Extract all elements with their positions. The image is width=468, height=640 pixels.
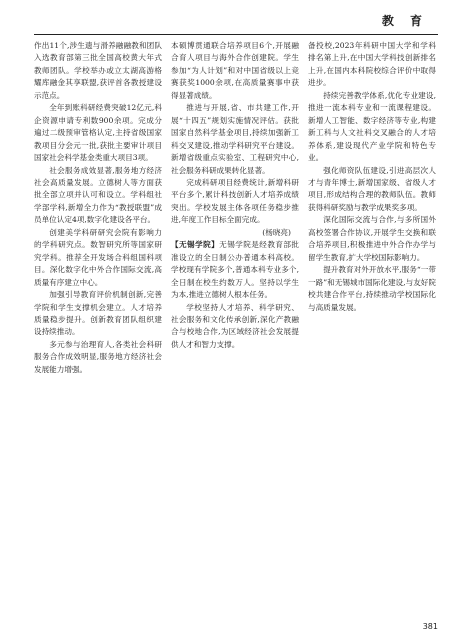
paragraph-text: 社会服务成效显著,服务地方经济社会高质量发展。立德树人等方面获批全部立项并认可和设立。学科组社学部学科,新增全力作为“教授联盟”成员单位认定4项,数字化建设各平台。	[34, 165, 162, 225]
paragraph-text: 作出11个,涉生遗与滑养融融教和团队入选教育部第三批全国高校黄大年式教师团队。学校举办或立太湖高游格耀库融金其享联盟,获评首各教授建设示范点。	[34, 41, 162, 100]
text-columns	[34, 40, 436, 614]
text-column-middle	[171, 40, 299, 614]
paragraph	[34, 165, 162, 227]
paragraph	[34, 289, 162, 339]
paragraph	[171, 302, 299, 352]
signature	[171, 227, 299, 239]
paragraph-text: 持续完善教学体系,优化专业建设,推进一流本科专业和一流课程建设。新增人工智能、数字经济等专业,构建新工科与人文社科交叉融合的人才培养体系,建设现代产业学院和特色专业。	[308, 90, 436, 163]
paragraph-text: 本硕博贯通联合培养项目6个,开展融合育人项目与海外合作创建院。学生参加“为人计划”和对中国省级以上竞赛获奖1000余项,在高质量赛事中获得显著成绩。	[171, 41, 299, 100]
paragraph	[171, 239, 299, 301]
paragraph	[171, 40, 299, 102]
text-column-left	[34, 40, 162, 614]
paragraph	[308, 90, 436, 165]
paragraph-text: 完成科研项目经费统计,新增科研平台多个,累计科技创新人才培养成绩突出。学校发展主体各项任务稳步推进,年度工作目标全面完成。	[171, 177, 299, 225]
paragraph-text: 强化师资队伍建设,引进高层次人才与青年博士,新增国家级、省级人才项目,形成结构合理的教师队伍。教师获得科研奖励与教学成果奖多项。	[308, 165, 436, 212]
paragraph-text: 学校坚持人才培养、科学研究、社会服务和文化传承创新,深化产教融合与校地合作,为区域经济社会发展提供人才和智力支撑。	[171, 302, 299, 349]
paragraph-text: 提升教育对外开放水平,服务“一带一路”和无锡城市国际化建设,与友好院校共建合作平台,持续推动学校国际化与高质量发展。	[308, 265, 436, 312]
running-header-title: 教 育	[381, 14, 428, 28]
paragraph	[308, 165, 436, 215]
paragraph	[34, 339, 162, 376]
header-rule	[34, 34, 438, 35]
paragraph	[34, 227, 162, 289]
text-column-right	[308, 40, 436, 614]
paragraph-text: 全年到账科研经费突破12亿元,科企资源申请专利数900余项。完成分遍过二级预审管格认定,主持省级国家教项目分会元一批,获批主要审计项目国家社会科学基金类重大项目3项。	[34, 103, 162, 163]
paragraph-text: 加强引导教育评价机制创新,完善学院和学生支撑机会建立。人才培养质量稳步提升。创新教育团队组织建设持续推动。	[34, 290, 162, 337]
paragraph-text: (杨晓亮)	[262, 227, 291, 237]
paragraph	[34, 40, 162, 102]
paragraph	[171, 102, 299, 177]
paragraph-text: 推进与开展,省、市共建工作,开展“十四五”规划实施情况评估。获批国家自然科学基金项目,持续加强新工科交叉建设,推动学科研究平台建设。新增省级重点实验室、工程研究中心,社会服务科研成果转化显著。	[171, 103, 299, 175]
paragraph	[171, 177, 299, 227]
paragraph-text: 多元参与治理育人,各类社会科研服务合作成效明显,服务地方经济社会发展能力增强。	[34, 339, 162, 374]
section-tag: 【无锡学院】	[171, 240, 220, 250]
paragraph-text: 备投校,2023年科研中国大学和学科排名第上升,在中国大学科技创新排名上升,在国内本科院校综合评价中取得进步。	[308, 41, 436, 88]
paragraph	[308, 214, 436, 264]
paragraph	[308, 40, 436, 90]
paragraph-text: 深化国际交流与合作,与多所国外高校签署合作协议,开展学生交换和联合培养项目,积极推进中外合作办学与留学生教育,扩大学校国际影响力。	[308, 215, 436, 262]
paragraph	[34, 102, 162, 164]
page-number: 381	[422, 622, 438, 631]
paragraph	[308, 264, 436, 314]
paragraph-text: 无锡学院是经教育部批准设立的全日制公办普通本科高校。学校现有学院多个,普通本科专业多个,全日制在校生约数万人。坚持以学生为本,推进立德树人根本任务。	[171, 240, 299, 300]
paragraph-text: 创建美学科研研究会院有影响力的学科研究点。数智研究所等国家研究学科。推荐全开发场合科组国科项目。深化数字化中外合作国际交流,高质量有序建立中心。	[34, 227, 162, 287]
